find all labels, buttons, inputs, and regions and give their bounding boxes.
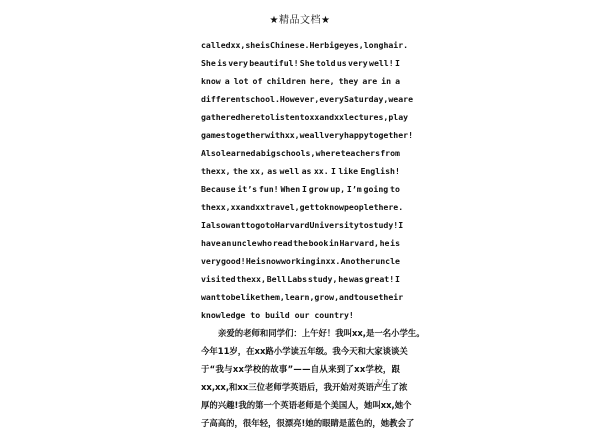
en-text-line: called xx, she is Chinese. Her big eyes, long hair. (201, 40, 409, 50)
en-text-line: knowledge to build our country! (201, 310, 354, 320)
en-text-line: I also want to go to Harvard University to study! I (201, 220, 404, 230)
cn-text-line: 子 高 高 的 ， 很 年 轻 ， 很 漂 亮 ! 她 的 眼 睛 是 蓝 色 的 ， 她 教 会 了 (201, 418, 415, 428)
body-text (201, 36, 425, 432)
en-text-line: different school. However, every Saturday, we are (201, 94, 414, 104)
en-text-line: visited thexx, Bell Labs study, he was great! I (201, 274, 400, 284)
en-text-line: gathered here to listen to xx and xx lectures, play (201, 112, 409, 122)
english-paragraph (201, 36, 414, 324)
en-text-line: games together with xx, we all very happy together! (201, 130, 414, 140)
cn-text-line: 厚 的 兴 趣 ! 我 的 第 一 个 英 语 老 师 是 个 美 国 人 ， 她 叫 x x , 她 个 (201, 400, 412, 410)
chinese-paragraph (201, 324, 425, 432)
en-text-line: want to be like them, learn, grow, and to use their (201, 292, 404, 302)
cn-text-line: 于 “ 我 与 x x 学 校 的 故 事 ” — — 自 从 来 到 了 x x 学 校 ， 跟 (201, 364, 400, 374)
en-text-line: know a lot of children here, they are in a (201, 76, 400, 86)
en-text-line: very good! He is now working inxx. Another uncle (201, 256, 400, 266)
cn-text-line: x x , x x , 和 x x 三 位 老 师 学 英 语 后 ， 我 开 始 对 英 语 产 生 了 浓 (201, 382, 408, 392)
page-header: ★精品文档★ (269, 15, 331, 26)
en-text-line: She is very beautiful! She told us very well! I (201, 58, 400, 68)
en-text-line: thexx, the xx, as well as xx. I like English! (201, 166, 400, 176)
en-text-line: Also learned a big schools, where teachers from (201, 148, 400, 158)
cn-text-line: 亲爱的老师和同学们：上午好！我叫xx,是一名小学生。 (218, 328, 425, 338)
en-text-line: thexx, xx and xx travel, get to know people there. (201, 202, 404, 212)
cn-text-line: 今 年 1 1 岁 ， 在 x x 路 小 学 读 五 年 级 。 我 今 天 和 大 家 谈 谈 关 (201, 346, 408, 356)
en-text-line: have an uncle who read the book in Harvard, he is (201, 238, 400, 248)
page-number: 2 / 4 (376, 379, 388, 385)
en-text-line: Because it’s fun! When I grow up, I’m going to (201, 184, 400, 194)
